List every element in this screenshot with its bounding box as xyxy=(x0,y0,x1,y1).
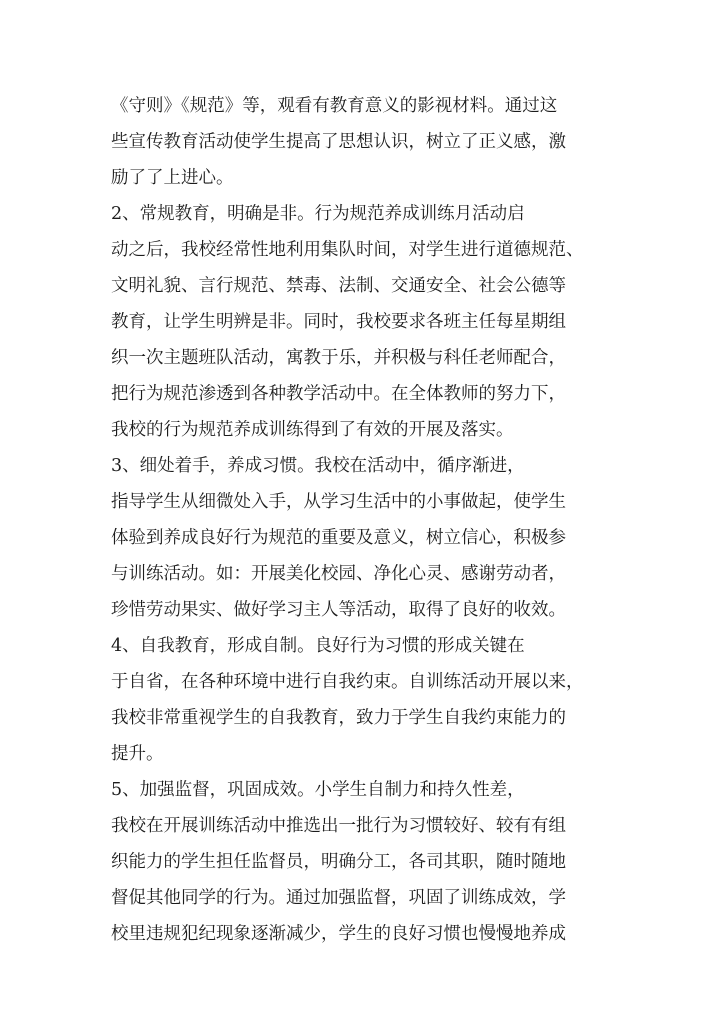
text-line: 教育，让学生明辨是非。同时，我校要求各班主任每星期组 xyxy=(111,312,566,332)
text-line: 督促其他同学的行为。通过加强监督，巩固了训练成效，学 xyxy=(111,888,566,908)
text-line: 织能力的学生担任监督员，明确分工，各司其职，随时随地 xyxy=(111,852,566,872)
text-line: 些宣传教育活动使学生提高了思想认识，树立了正义感，激 xyxy=(111,132,566,152)
text-line: 校里违规犯纪现象逐渐减少，学生的良好习惯也慢慢地养成 xyxy=(111,924,566,944)
text-line: 我校的行为规范养成训练得到了有效的开展及落实。 xyxy=(111,420,514,440)
text-line: 体验到养成良好行为规范的重要及意义，树立信心，积极参 xyxy=(111,528,566,548)
text-line: 我校在开展训练活动中推选出一批行为习惯较好、较有有组 xyxy=(111,816,566,836)
text-line: 文明礼貌、言行规范、禁毒、法制、交通安全、社会公德等 xyxy=(111,276,566,296)
text-line: 于自省，在各种环境中进行自我约束。自训练活动开展以来， xyxy=(111,672,584,692)
body-text xyxy=(111,88,626,952)
text-line: 3、细处着手，养成习惯。我校在活动中，循序渐进， xyxy=(111,456,525,476)
text-line: 提升。 xyxy=(111,744,164,764)
text-line: 把行为规范渗透到各种教学活动中。在全体教师的努力下， xyxy=(111,384,566,404)
text-line: 织一次主题班队活动，寓教于乐，并积极与科任老师配合， xyxy=(111,348,566,368)
paragraph-intro-continuation xyxy=(111,88,626,196)
text-line: 与训练活动。如：开展美化校园、净化心灵、感谢劳动者， xyxy=(111,564,566,584)
paragraph-point-3 xyxy=(111,448,626,628)
text-line: 4、自我教育，形成自制。良好行为习惯的形成关键在 xyxy=(111,636,525,656)
paragraph-point-2 xyxy=(111,196,626,448)
paragraph-point-4 xyxy=(111,628,626,772)
text-line: 5、加强监督，巩固成效。小学生自制力和持久性差， xyxy=(111,780,525,800)
text-line: 动之后，我校经常性地利用集队时间，对学生进行道德规范、 xyxy=(111,240,584,260)
text-line: 我校非常重视学生的自我教育，致力于学生自我约束能力的 xyxy=(111,708,566,728)
text-line: 《守则》《规范》等，观看有教育意义的影视材料。通过这 xyxy=(111,96,558,116)
paragraph-point-5 xyxy=(111,772,626,952)
text-line: 2、常规教育，明确是非。行为规范养成训练月活动启 xyxy=(111,204,525,224)
text-line: 珍惜劳动果实、做好学习主人等活动，取得了良好的收效。 xyxy=(111,600,566,620)
text-line: 指导学生从细微处入手，从学习生活中的小事做起，使学生 xyxy=(111,492,566,512)
text-line: 励了了上进心。 xyxy=(111,168,234,188)
